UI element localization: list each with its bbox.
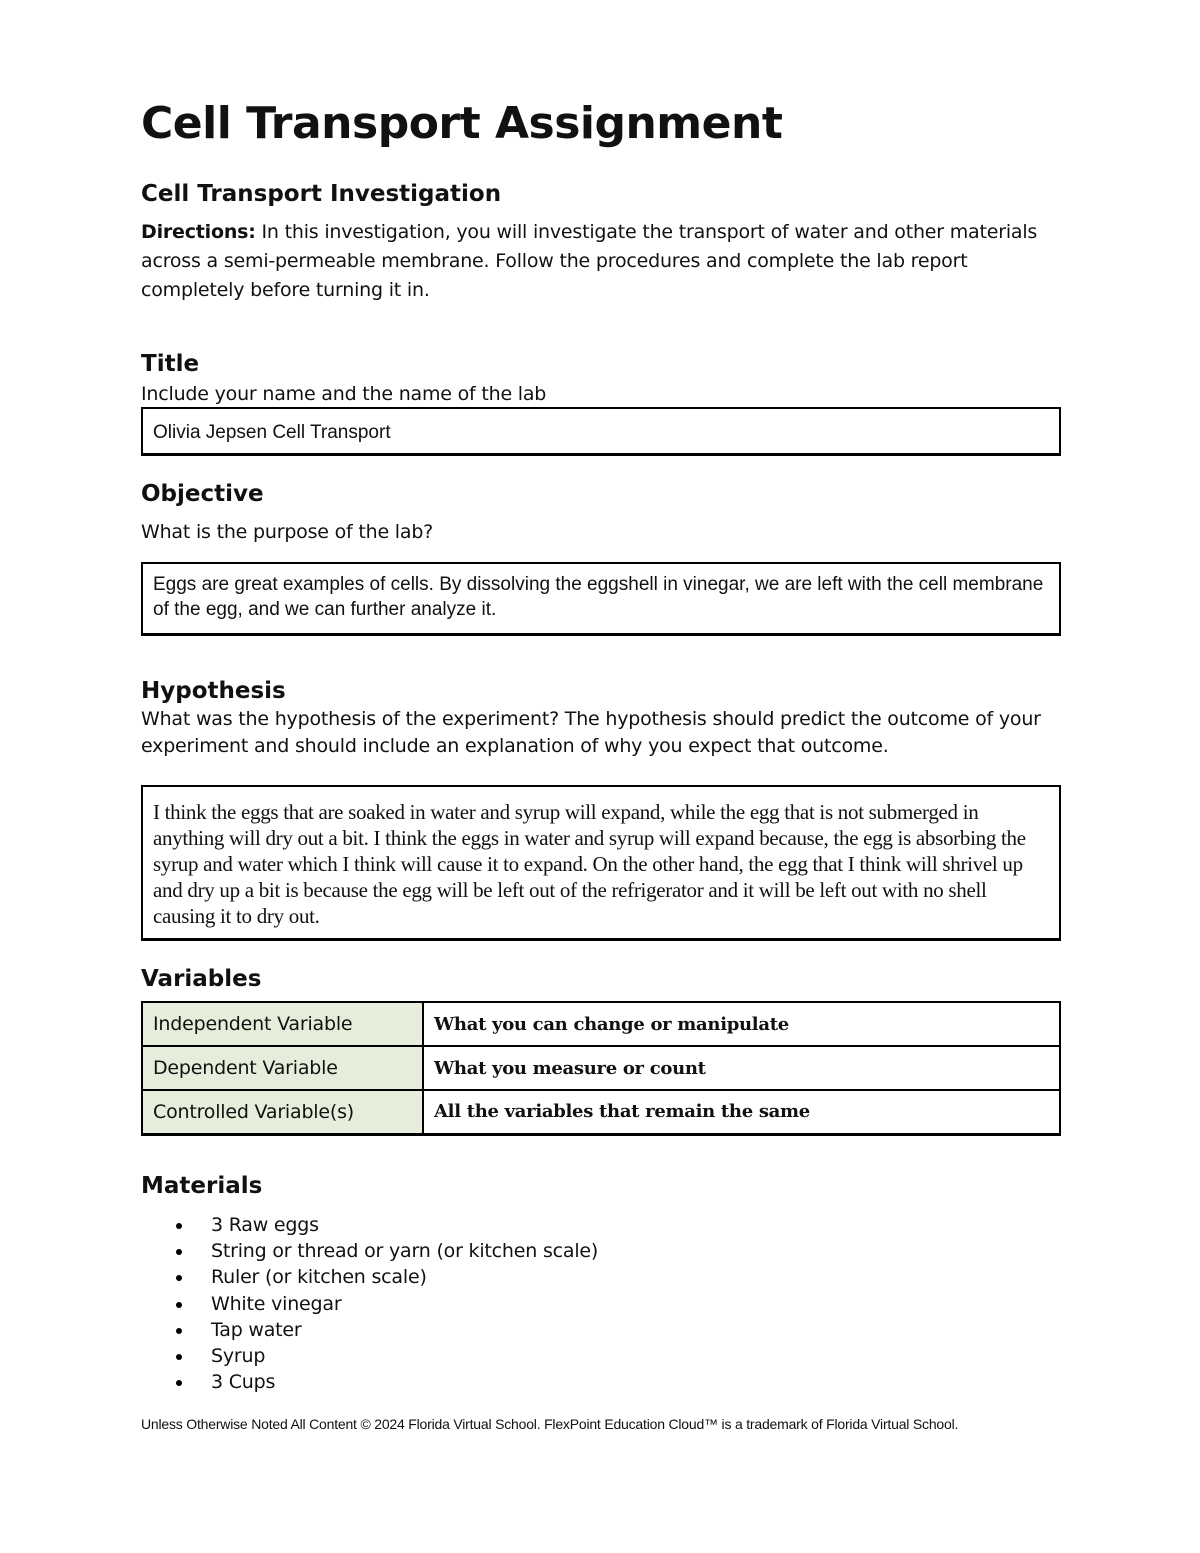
hypothesis-answer-field[interactable]: I think the eggs that are soaked in water and syrup will expand, while the egg that is not submerged in anything will dry out a bit. I think the eggs in water and syrup will expand because, the egg is absorbing the syrup and water which I think will cause it to expand. On the other hand, the egg that I think will shrivel up and dry up a bit is because the egg will be left out of the refrigerator and it will be left out with no shell causing it to dry out. — [141, 785, 1061, 941]
title-heading: Title — [141, 351, 200, 377]
materials-list — [141, 1212, 598, 1395]
table-row — [142, 1090, 1060, 1134]
directions-label: Directions: — [141, 221, 256, 243]
table-row — [142, 1046, 1060, 1090]
objective-answer-field[interactable]: Eggs are great examples of cells. By dissolving the eggshell in vinegar, we are left with the cell membrane of the egg, and we can further analyze it. — [141, 562, 1061, 636]
list-item: 3 Cups — [141, 1369, 598, 1395]
list-item: White vinegar — [141, 1291, 598, 1317]
independent-variable-label: Independent Variable — [142, 1002, 423, 1046]
copyright-footer: Unless Otherwise Noted All Content © 2024 Florida Virtual School. FlexPoint Education Cloud™ is a trademark of Florida Virtual School. — [141, 1416, 959, 1432]
objective-heading: Objective — [141, 481, 264, 507]
dependent-variable-answer-field[interactable]: What you measure or count — [423, 1046, 1060, 1090]
list-item: String or thread or yarn (or kitchen scale) — [141, 1238, 598, 1264]
document-title: Cell Transport Assignment — [141, 98, 783, 149]
hypothesis-prompt: What was the hypothesis of the experiment? The hypothesis should predict the outcome of your experiment and should include an explanation of why you expect that outcome. — [141, 708, 1041, 757]
controlled-variables-answer-field[interactable]: All the variables that remain the same — [423, 1090, 1060, 1134]
list-item: Ruler (or kitchen scale) — [141, 1264, 598, 1290]
title-answer-field[interactable]: Olivia Jepsen Cell Transport — [141, 407, 1061, 456]
controlled-variables-label: Controlled Variable(s) — [142, 1090, 423, 1134]
dependent-variable-label: Dependent Variable — [142, 1046, 423, 1090]
table-row — [142, 1002, 1060, 1046]
list-item: Tap water — [141, 1317, 598, 1343]
materials-heading: Materials — [141, 1173, 263, 1199]
list-item: 3 Raw eggs — [141, 1212, 598, 1238]
directions-text: In this investigation, you will investigate the transport of water and other materials across a semi-permeable membrane. Follow the procedures and complete the lab report completely before turning it in. — [141, 221, 1038, 301]
independent-variable-answer-field[interactable]: What you can change or manipulate — [423, 1002, 1060, 1046]
document-subtitle: Cell Transport Investigation — [141, 181, 502, 207]
list-item: Syrup — [141, 1343, 598, 1369]
variables-heading: Variables — [141, 966, 262, 992]
title-prompt: Include your name and the name of the lab — [141, 383, 547, 405]
variables-table — [141, 1001, 1061, 1136]
directions-paragraph — [141, 218, 1061, 305]
objective-prompt: What is the purpose of the lab? — [141, 521, 434, 543]
hypothesis-heading: Hypothesis — [141, 678, 286, 704]
